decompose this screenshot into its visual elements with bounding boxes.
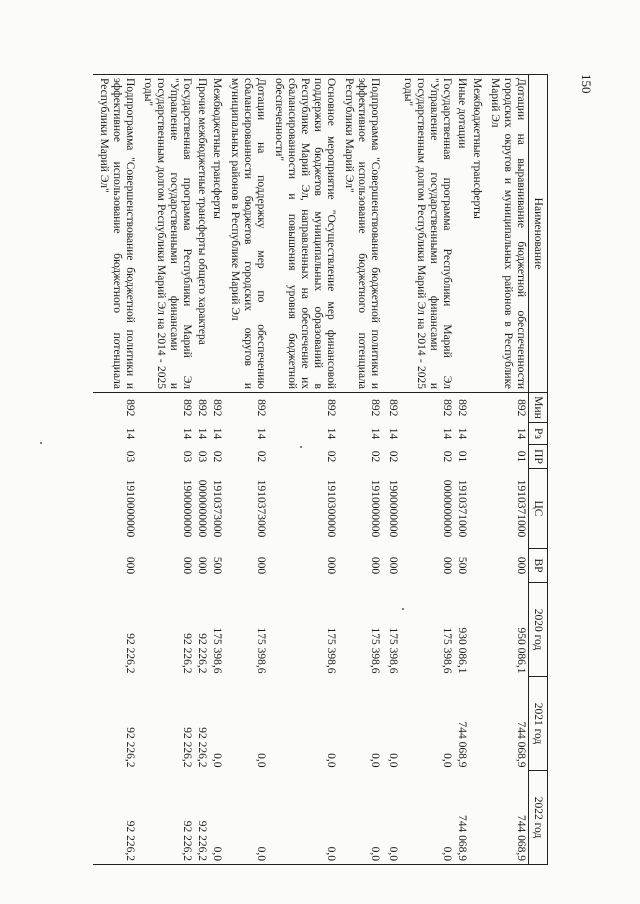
- row-2021: 0,0: [325, 753, 337, 768]
- row-2022: 92 226,2: [137, 771, 194, 865]
- row-2021: 744 068,9: [515, 721, 527, 768]
- row-2022: 0,0: [224, 771, 268, 865]
- row-2022: 92 226,2: [93, 771, 137, 865]
- row-2021: 92 226,2: [196, 727, 208, 768]
- row-cs: 1910373000: [255, 479, 267, 538]
- row-pr: 02: [325, 450, 337, 463]
- row-rz: [469, 423, 484, 445]
- header-vr: ВР: [529, 549, 548, 583]
- row-min: 892: [325, 399, 337, 417]
- row-cs: [469, 469, 484, 549]
- row-vr: [469, 549, 484, 583]
- row-min: 892: [369, 399, 381, 417]
- table-row: [137, 75, 194, 865]
- table-row: [338, 75, 382, 865]
- row-2020: 92 226,2: [181, 633, 193, 674]
- row-pr: 02: [255, 450, 267, 463]
- row-2020: 92 226,2: [124, 633, 136, 674]
- row-2020: [469, 583, 484, 677]
- row-2021: 0,0: [387, 753, 399, 768]
- header-cs: ЦС: [529, 469, 548, 549]
- row-name: Прочие межбюджетные трансферты общего характера: [194, 75, 209, 393]
- row-2021: 92 226,2: [124, 727, 136, 768]
- table-row: [469, 75, 484, 865]
- header-2022: 2022 год: [529, 771, 548, 865]
- budget-table: [93, 74, 548, 865]
- row-2021: [469, 677, 484, 771]
- header-name: Наименование: [529, 75, 548, 393]
- header-2020: 2020 год: [529, 583, 548, 677]
- table-header: [529, 75, 548, 865]
- table-row: [93, 75, 137, 865]
- budget-table-rotated: [78, 74, 548, 864]
- row-name: Дотации на выравнивание бюджетной обеспеченности городских округов и муниципальных районов в Республике Марий Эл: [484, 75, 529, 393]
- row-2020: 950 086,1: [515, 627, 527, 674]
- row-2022: 0,0: [338, 771, 382, 865]
- row-pr: 02: [441, 450, 453, 463]
- row-rz: 14: [196, 427, 208, 440]
- row-2021: 0,0: [211, 753, 223, 768]
- row-rz: 14: [369, 427, 381, 440]
- row-name: Дотации на поддержку мер по обеспечению сбалансированности бюджетов городских округов и муниципальных районов в Республике Марий Эл: [224, 75, 268, 393]
- row-min: 892: [255, 399, 267, 417]
- row-name: Основное мероприятие "Осуществление мер финансовой поддержки бюджетов муниципальных образований в Республике Марий Эл, направленных на обеспечение их сбалансированности и повышения уровня бюджетной обеспеченности": [268, 75, 338, 393]
- row-2021: 92 226,2: [181, 727, 193, 768]
- row-pr: [469, 445, 484, 469]
- header-rz: Рз: [529, 423, 548, 445]
- row-vr: 000: [387, 556, 399, 575]
- header-pr: ПР: [529, 445, 548, 469]
- table-row: [268, 75, 338, 865]
- row-rz: 14: [211, 427, 223, 440]
- row-rz: 14: [441, 427, 453, 440]
- row-min: 892: [387, 399, 399, 417]
- row-2020: 175 398,6: [387, 627, 399, 674]
- row-min: 892: [515, 399, 527, 417]
- table-row: [382, 75, 400, 865]
- table-row: [224, 75, 268, 865]
- row-min: 892: [181, 399, 193, 417]
- row-2020: 92 226,2: [196, 633, 208, 674]
- row-rz: 14: [456, 427, 468, 440]
- row-2022: 0,0: [400, 771, 454, 865]
- row-pr: 03: [181, 450, 193, 463]
- row-name: Государственная программа Республики Марий Эл "Управление государственными финансами и государственным долгом Республики Марий Эл на 2014 - 2025 годы": [137, 75, 194, 393]
- row-vr: 000: [196, 556, 208, 575]
- row-name: Подпрограмма "Совершенствование бюджетной политики и эффективное использование бюджетного потенциала Республики Марий Эл": [338, 75, 382, 393]
- scan-speck: [402, 608, 404, 610]
- row-2020: 175 398,6: [441, 627, 453, 674]
- row-2021: 0,0: [369, 753, 381, 768]
- row-rz: 14: [255, 427, 267, 440]
- row-min: 892: [441, 399, 453, 417]
- row-vr: 000: [515, 556, 527, 575]
- row-vr: 500: [456, 556, 468, 575]
- row-2022: 0,0: [209, 771, 224, 865]
- row-name: Межбюджетные трансферты: [469, 75, 484, 393]
- row-2022: 0,0: [268, 771, 338, 865]
- header-min: Мин: [529, 393, 548, 423]
- row-pr: 02: [369, 450, 381, 463]
- row-pr: 03: [196, 450, 208, 463]
- row-2022: 744 068,9: [484, 771, 529, 865]
- row-2022: 744 068,9: [454, 771, 469, 865]
- table-row: [194, 75, 209, 865]
- page-number: 150: [579, 74, 594, 94]
- row-cs: 1900000000: [181, 479, 193, 538]
- row-cs: 1910371000: [515, 479, 527, 538]
- row-cs: 1910371000: [456, 479, 468, 538]
- row-name: [382, 75, 400, 393]
- row-vr: 000: [181, 556, 193, 575]
- row-vr: 000: [124, 556, 136, 575]
- row-pr: 02: [211, 450, 223, 463]
- row-2022: 0,0: [382, 771, 400, 865]
- row-cs: 0000000000: [196, 479, 208, 538]
- row-name: Государственная программа Республики Марий Эл "Управление государственными финансами и государственным долгом Республики Марий Эл на 2014 - 2025 годы": [400, 75, 454, 393]
- row-vr: 000: [255, 556, 267, 575]
- row-name: Межбюджетные трансферты: [209, 75, 224, 393]
- row-rz: 14: [387, 427, 399, 440]
- header-2021: 2021 год: [529, 677, 548, 771]
- row-cs: 0000000000: [441, 479, 453, 538]
- scan-speck: [300, 446, 302, 448]
- row-pr: 03: [124, 450, 136, 463]
- row-min: 892: [124, 399, 136, 417]
- row-2020: 175 398,6: [325, 627, 337, 674]
- row-2021: 0,0: [441, 753, 453, 768]
- row-2021: 0,0: [255, 753, 267, 768]
- row-name: Подпрограмма "Совершенствование бюджетной политики и эффективное использование бюджетного потенциала Республики Марий Эл": [93, 75, 137, 393]
- row-cs: 1910373000: [211, 479, 223, 538]
- row-2022: [469, 771, 484, 865]
- scan-speck: [40, 442, 42, 444]
- table-row: [454, 75, 469, 865]
- row-2020: 930 086,1: [456, 627, 468, 674]
- table-row: [484, 75, 529, 865]
- row-vr: 500: [211, 556, 223, 575]
- row-name: Иные дотации: [454, 75, 469, 393]
- row-min: 892: [456, 399, 468, 417]
- row-cs: 1910000000: [124, 479, 136, 538]
- row-rz: 14: [515, 427, 527, 440]
- row-min: 892: [211, 399, 223, 417]
- row-2021: 744 068,9: [456, 721, 468, 768]
- row-cs: 1900000000: [387, 479, 399, 538]
- row-vr: 000: [441, 556, 453, 575]
- table-row: [400, 75, 454, 865]
- row-2020: 175 398,6: [369, 627, 381, 674]
- row-rz: 14: [325, 427, 337, 440]
- row-2022: 92 226,2: [194, 771, 209, 865]
- row-rz: 14: [124, 427, 136, 440]
- row-vr: 000: [325, 556, 337, 575]
- row-rz: 14: [181, 427, 193, 440]
- row-2020: 175 398,6: [211, 627, 223, 674]
- row-pr: 01: [456, 450, 468, 463]
- row-2020: 175 398,6: [255, 627, 267, 674]
- row-min: 892: [196, 399, 208, 417]
- row-cs: 1910000000: [369, 479, 381, 538]
- table-body: [93, 75, 529, 865]
- row-min: [469, 393, 484, 423]
- row-pr: 01: [515, 450, 527, 463]
- table-row: [209, 75, 224, 865]
- row-pr: 02: [387, 450, 399, 463]
- row-vr: 000: [369, 556, 381, 575]
- row-cs: 1910300000: [325, 479, 337, 538]
